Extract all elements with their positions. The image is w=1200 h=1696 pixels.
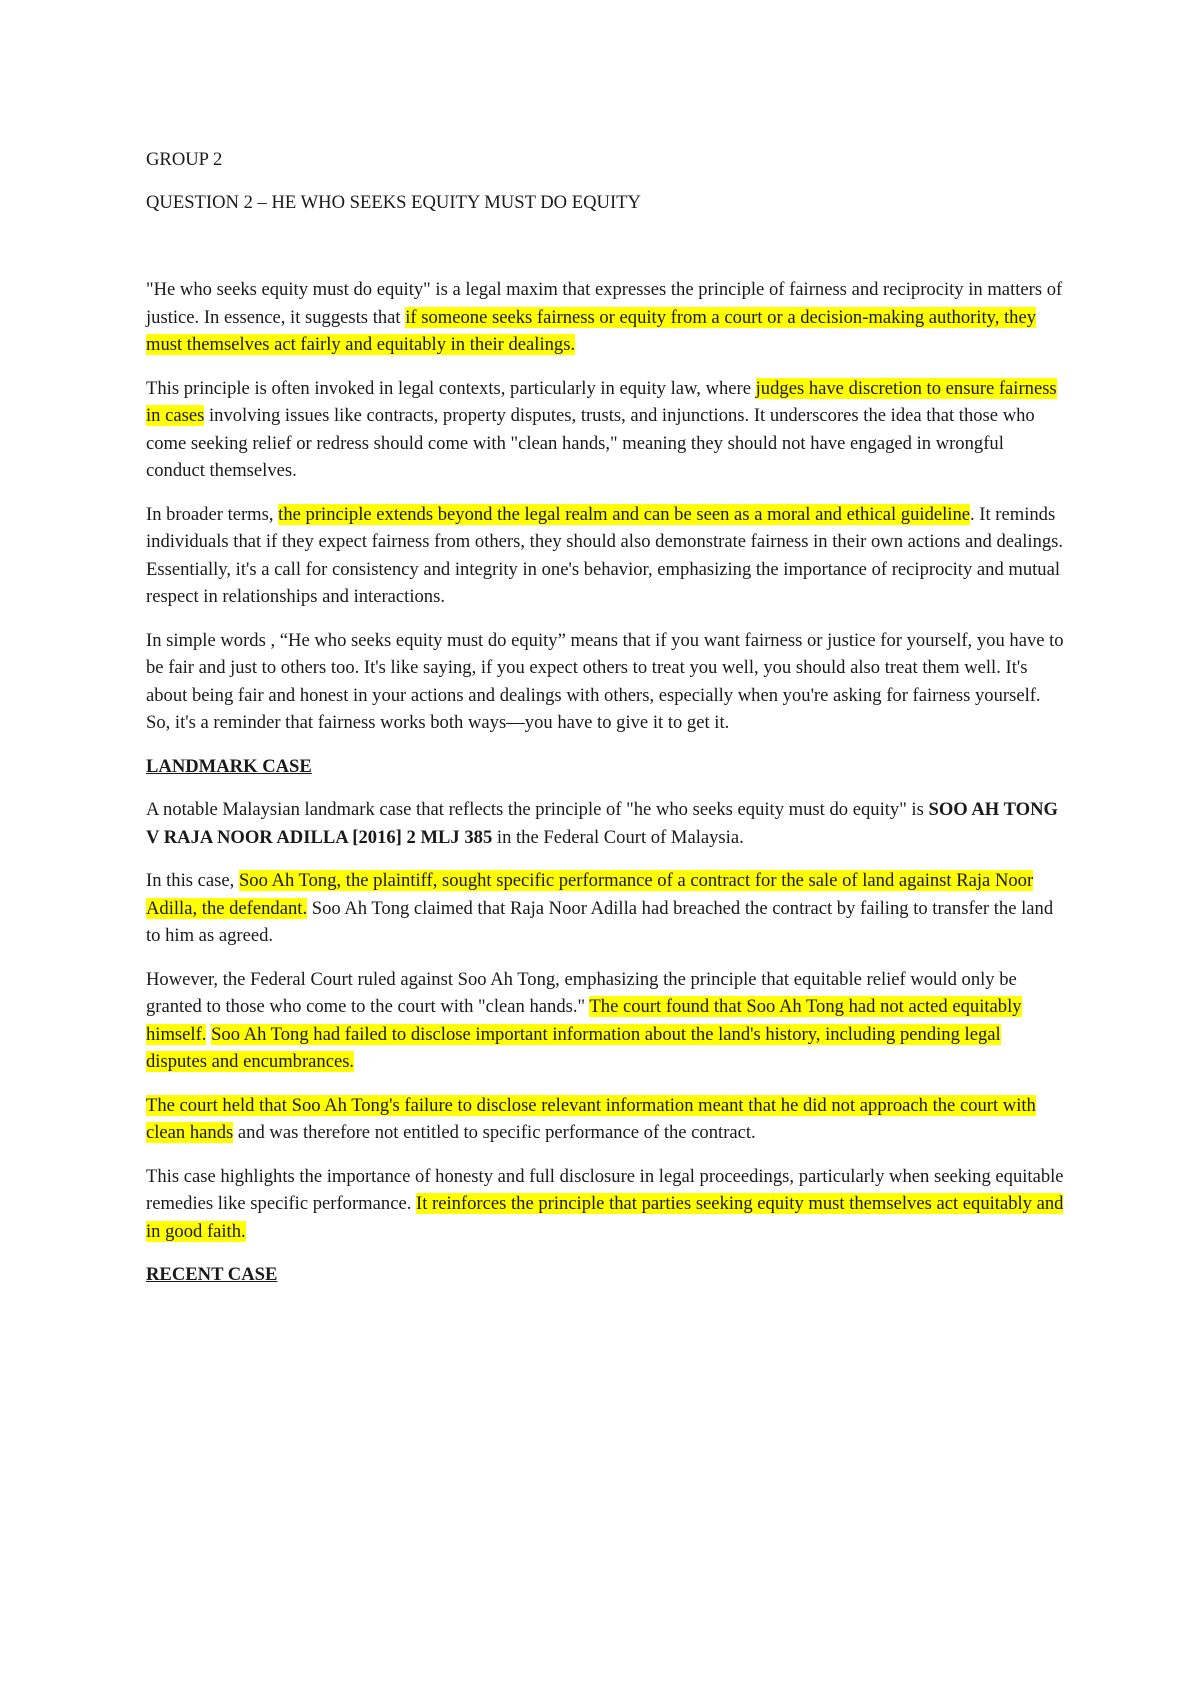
text-run: In broader terms, bbox=[146, 503, 279, 525]
paragraph-broader-terms bbox=[146, 501, 1064, 611]
paragraph-intro bbox=[146, 276, 1064, 359]
text-run: . It reminds individuals that if they expect fairness from others, they should also demonstrate fairness in their own actions and dealings. Essentially, it's a call for consistency and integrity in one's behavior, emphasizing the importance of reciprocity and mutual respect in relationships and interactions. bbox=[146, 503, 1064, 607]
paragraph-case-highlights bbox=[146, 1163, 1064, 1246]
text-run: This case highlights the importance of honesty and full disclosure in legal proceedings, particularly when seeking equitable remedies like specific performance. bbox=[146, 1165, 1064, 1214]
group-title: GROUP 2 bbox=[146, 149, 223, 170]
text-run: Soo Ah Tong claimed that Raja Noor Adilla had breached the contract by failing to transfer the land to him as agreed. bbox=[146, 897, 1054, 946]
highlighted-text: It reinforces the principle that parties seeking equity must themselves act equitably and in good faith. bbox=[146, 1193, 1064, 1242]
text-run: This principle is often invoked in legal contexts, particularly in equity law, where bbox=[146, 377, 756, 399]
highlighted-text: if someone seeks fairness or equity from a court or a decision-making authority, they must themselves act fairly and equitably in their dealings. bbox=[146, 306, 1037, 355]
recent-case-heading: RECENT CASE bbox=[146, 1264, 278, 1285]
landmark-case-heading: LANDMARK CASE bbox=[146, 755, 312, 777]
paragraph-court-held bbox=[146, 1092, 1064, 1147]
question-title: QUESTION 2 – HE WHO SEEKS EQUITY MUST DO EQUITY bbox=[146, 191, 641, 213]
text-run: involving issues like contracts, property disputes, trusts, and injunctions. It underscores the idea that those who come seeking relief or redress should come with "clean hands," meaning they should not have engaged in wrongful conduct themselves. bbox=[146, 405, 1035, 481]
document-body bbox=[146, 146, 1064, 1305]
text-run: and was therefore not entitled to specific performance of the contract. bbox=[233, 1122, 756, 1143]
highlighted-text: The court held that Soo Ah Tong's failure to disclose relevant information meant that he did not approach the court with clean hands bbox=[146, 1094, 1036, 1143]
highlighted-text: the principle extends beyond the legal realm and can be seen as a moral and ethical guideline bbox=[278, 503, 970, 525]
case-citation: SOO AH TONG V RAJA NOOR ADILLA [2016] 2 MLJ 385 bbox=[146, 799, 1058, 848]
paragraph-case-facts bbox=[146, 867, 1064, 950]
highlighted-text: Soo Ah Tong, the plaintiff, sought specific performance of a contract for the sale of land against Raja Noor Adilla, the defendant. bbox=[146, 870, 1034, 919]
text-run: A notable Malaysian landmark case that reflects the principle of "he who seeks equity must do equity" is bbox=[146, 799, 929, 820]
text-run: in the Federal Court of Malaysia. bbox=[492, 826, 744, 848]
text-run: However, the Federal Court ruled against Soo Ah Tong, emphasizing the principle that equitable relief would only be granted to those who come to the court with "clean hands." bbox=[146, 968, 1017, 1017]
highlighted-text: judges have discretion to ensure fairness in cases bbox=[146, 377, 1057, 426]
text-run: In this case, bbox=[146, 870, 239, 891]
paragraph-equity-law bbox=[146, 375, 1064, 485]
text-run: "He who seeks equity must do equity" is a legal maxim that expresses the principle of fairness and reciprocity in matters of justice. In essence, it suggests that bbox=[146, 279, 1063, 328]
paragraph-simple-words: In simple words , “He who seeks equity must do equity” means that if you want fairness or justice for yourself, you have to be fair and just to others too. It's like saying, if you expect others to treat you well, you should also treat them well. It's about being fair and honest in your actions and dealings with others, especially when you're asking for fairness yourself. So, it's a reminder that fairness works both ways—you have to give it to get it. bbox=[146, 629, 1064, 733]
paragraph-landmark-intro bbox=[146, 796, 1064, 851]
highlighted-text: Soo Ah Tong had failed to disclose important information about the land's history, including pending legal disputes and encumbrances. bbox=[146, 1023, 1001, 1072]
highlighted-text: The court found that Soo Ah Tong had not acted equitably himself. bbox=[146, 996, 1022, 1045]
paragraph-court-ruling bbox=[146, 966, 1064, 1076]
